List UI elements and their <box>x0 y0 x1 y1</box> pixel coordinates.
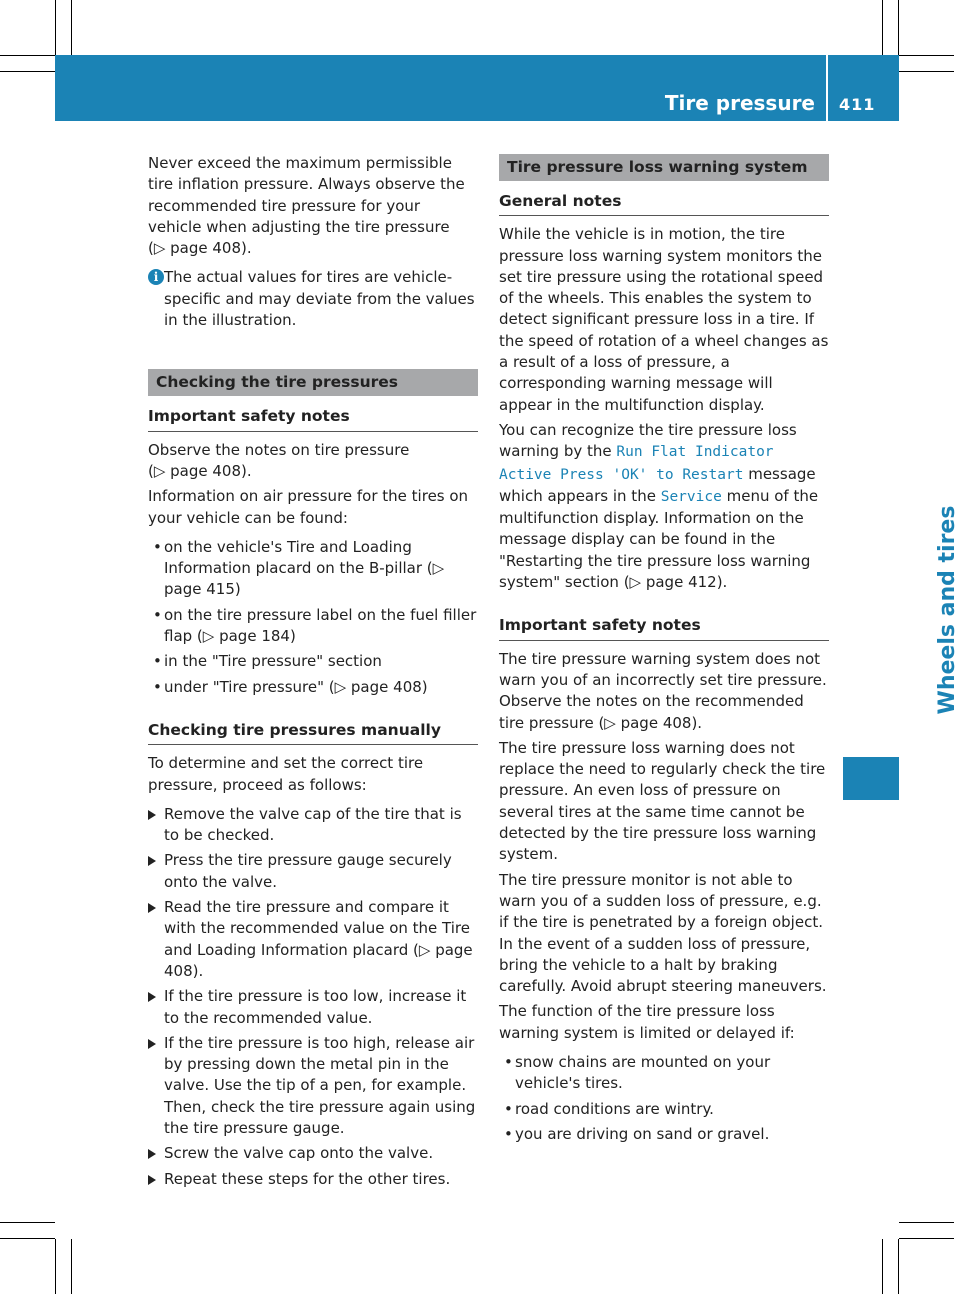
paragraph-text: Observe the notes on tire pressure <box>148 440 410 459</box>
crop-mark <box>0 1222 55 1223</box>
paragraph: The function of the tire pressure loss warning system is limited or delayed if: <box>499 1002 795 1042</box>
paragraph: Information on air pressure for the tires on your vehicle can be found: <box>148 487 469 527</box>
display-message: Active Press 'OK' to Restart <box>499 466 744 483</box>
crop-mark <box>0 1238 55 1239</box>
crop-mark <box>898 0 899 55</box>
crop-mark <box>882 0 883 55</box>
page-number: 411 <box>839 95 876 114</box>
step-text: Press the tire pressure gauge securely onto the valve. <box>164 851 452 891</box>
info-icon: i <box>148 269 164 285</box>
arrow-right-icon <box>148 810 156 820</box>
step-list <box>148 804 478 1190</box>
right-column <box>499 154 829 1149</box>
paragraph-text: menu of the multifunction display. Information on the message display can be found in the "Restarting the tire pressure loss warning system" section (▷ page 412). <box>499 486 819 592</box>
arrow-right-icon <box>148 992 156 1002</box>
section-heading: Tire pressure loss warning system <box>499 154 829 181</box>
subsection-heading: General notes <box>499 191 829 216</box>
step-item <box>148 1143 478 1164</box>
paragraph <box>499 420 829 593</box>
crop-mark <box>899 71 954 72</box>
bullet-list <box>499 1052 829 1145</box>
list-item: • in the "Tire pressure" section <box>148 651 478 672</box>
display-message: Run Flat Indicator <box>616 444 774 461</box>
step-text: Remove the valve cap of the tire that is to be checked. <box>164 804 462 845</box>
crop-mark <box>899 1238 954 1239</box>
intro-paragraph <box>148 153 478 259</box>
page-reference: (▷ page 408). <box>148 461 252 480</box>
menu-name: Service <box>660 488 722 505</box>
crop-mark <box>882 1239 883 1294</box>
arrow-right-icon <box>148 1039 156 1049</box>
paragraph-text: You can recognize the tire pressure loss warning by the <box>499 420 797 461</box>
section-heading: Checking the tire pressures <box>148 369 478 396</box>
step-item <box>148 1033 478 1139</box>
crop-mark <box>898 1239 899 1294</box>
step-item <box>148 804 478 847</box>
list-item: • you are driving on sand or gravel. <box>499 1124 829 1145</box>
arrow-right-icon <box>148 903 156 913</box>
paragraph: While the vehicle is in motion, the tire pressure loss warning system monitors the set tire pressure using the rotational speed of the wheels. This enables the system to detect significant pressure loss in a tire. If the speed of rotation of a wheel changes as a result of a loss of pressure, a corresponding warning message will appear in the multifunction display. <box>499 225 829 414</box>
crop-mark <box>899 1222 954 1223</box>
crop-mark <box>71 1239 72 1294</box>
list-item: • snow chains are mounted on your vehicle's tires. <box>499 1052 829 1095</box>
crop-mark <box>55 0 56 55</box>
header-title: Tire pressure <box>664 91 815 115</box>
page-reference: (▷ page 408). <box>148 239 252 258</box>
crop-mark <box>0 71 55 72</box>
subsection-heading: Important safety notes <box>148 406 478 431</box>
step-text: If the tire pressure is too low, increase it to the recommended value. <box>164 987 467 1027</box>
bullet-list <box>148 537 478 698</box>
step-item <box>148 850 478 893</box>
page-header <box>55 55 899 121</box>
step-text: Screw the valve cap onto the valve. <box>164 1144 434 1163</box>
subsection-heading: Checking tire pressures manually <box>148 720 478 745</box>
intro-text: Never exceed the maximum permissible tire inflation pressure. Always observe the recommended tire pressure for your vehicle when adjusting the tire pressure <box>148 154 465 236</box>
left-column <box>148 153 478 1194</box>
paragraph: To determine and set the correct tire pressure, proceed as follows: <box>148 754 424 794</box>
list-item: • on the tire pressure label on the fuel filler flap (▷ page 184) <box>148 605 478 648</box>
step-item <box>148 986 478 1029</box>
crop-mark <box>71 0 72 55</box>
step-text: Read the tire pressure and compare it with the recommended value on the Tire and Loading Information placard (▷ page 408). <box>164 898 473 980</box>
step-text: Repeat these steps for the other tires. <box>164 1169 451 1188</box>
step-item <box>148 897 478 982</box>
list-item: • under "Tire pressure" (▷ page 408) <box>148 677 478 698</box>
step-item <box>148 1169 478 1190</box>
list-item: • road conditions are wintry. <box>499 1099 829 1120</box>
header-divider <box>826 55 828 121</box>
crop-mark <box>55 1239 56 1294</box>
arrow-right-icon <box>148 856 156 866</box>
step-text: If the tire pressure is too high, release air by pressing down the metal pin in the valve. Use the tip of a pen, for example. Then, check the tire pressure again using the tire pressure gauge. <box>164 1033 476 1137</box>
arrow-right-icon <box>148 1175 156 1185</box>
crop-mark <box>899 55 954 56</box>
info-text: The actual values for tires are vehicle-specific and may deviate from the values in the illustration. <box>164 268 475 330</box>
arrow-right-icon <box>148 1149 156 1159</box>
paragraph <box>148 440 478 483</box>
chapter-tab-marker <box>843 757 899 800</box>
info-note <box>148 267 478 331</box>
subsection-heading: Important safety notes <box>499 615 829 640</box>
paragraph: The tire pressure monitor is not able to warn you of a sudden loss of pressure, e.g. if the tire is penetrated by a foreign object. In the event of a sudden loss of pressure, bring the vehicle to a halt by braking carefully. Avoid abrupt steering maneuvers. <box>499 870 827 996</box>
crop-mark <box>0 55 55 56</box>
chapter-tab-label: Wheels and tires <box>935 505 960 715</box>
paragraph: The tire pressure warning system does not warn you of an incorrectly set tire pressure. Observe the notes on the recommended tire pressure (▷ page 408). <box>499 649 827 732</box>
paragraph-text: message which appears in the <box>499 464 816 505</box>
list-item: • on the vehicle's Tire and Loading Information placard on the B-pillar (▷ page 415) <box>148 537 478 601</box>
paragraph: The tire pressure loss warning does not replace the need to regularly check the tire pressure. An even loss of pressure on several tires at the same time cannot be detected by the tire pressure loss warning system. <box>499 738 826 864</box>
